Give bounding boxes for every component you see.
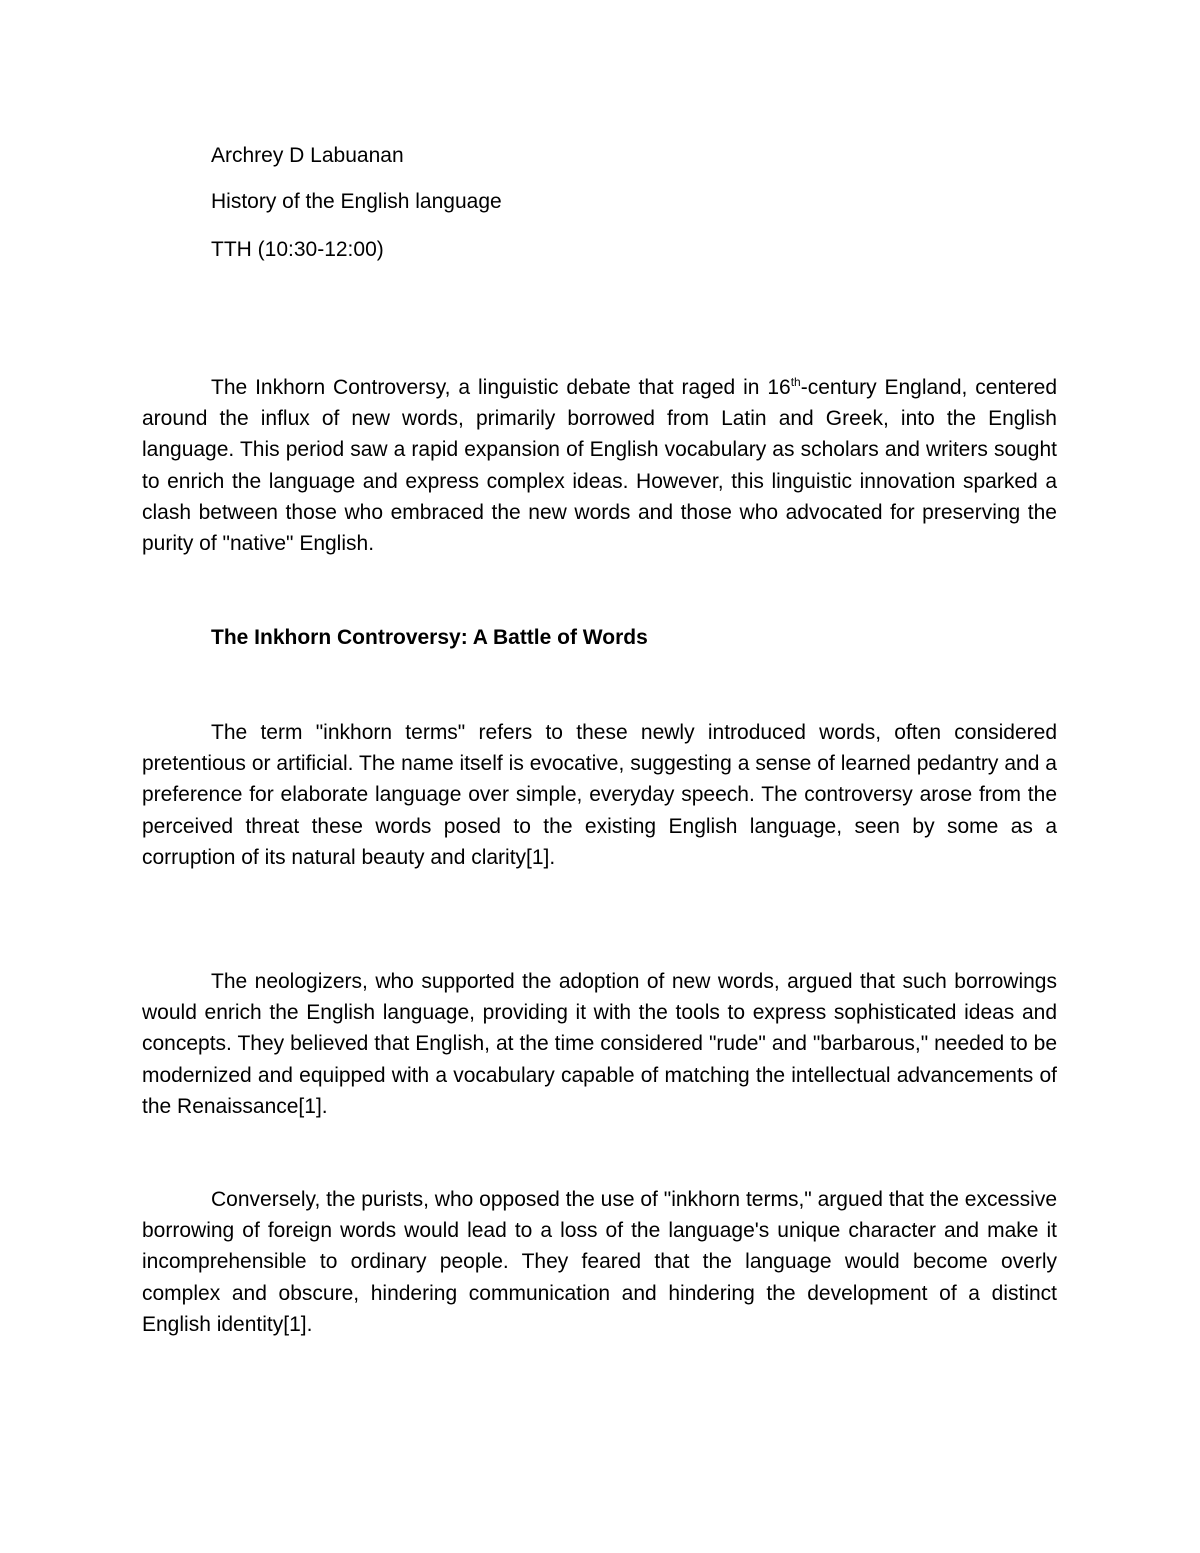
class-schedule: TTH (10:30-12:00) [211,238,384,261]
course-title: History of the English language [211,190,502,213]
intro-text-start: The Inkhorn Controversy, a linguistic debate that raged in 16 [211,376,791,399]
intro-paragraph [142,372,1057,559]
body-paragraph-3: Conversely, the purists, who opposed the use of "inkhorn terms," argued that the excessive borrowing of foreign words would lead to a loss of the language's unique character and make it incomprehensible to ordinary people. They feared that the language would become overly complex and obscure, hindering communication and hindering the development of a distinct English identity[1]. [142,1188,1057,1336]
intro-text-end: -century England, centered around the influx of new words, primarily borrowed from Latin and Greek, into the English language. This period saw a rapid expansion of English vocabulary as scholars and writers sought to enrich the language and express complex ideas. However, this linguistic innovation sparked a clash between those who embraced the new words and those who advocated for preserving the purity of "native" English. [142,376,1058,556]
body-paragraph-2: The neologizers, who supported the adoption of new words, argued that such borrowings would enrich the English language, providing it with the tools to express sophisticated ideas and concepts. They believed that English, at the time considered "rude" and "barbarous," needed to be modernized and equipped with a vocabulary capable of matching the intellectual advancements of the Renaissance[1]. [142,970,1057,1118]
body-paragraph-1: The term "inkhorn terms" refers to these newly introduced words, often considered pretentious or artificial. The name itself is evocative, suggesting a sense of learned pedantry and a preference for elaborate language over simple, everyday speech. The controversy arose from the perceived threat these words posed to the existing English language, seen by some as a corruption of its natural beauty and clarity[1]. [142,721,1057,869]
ordinal-superscript: th [790,375,801,389]
author-name: Archrey D Labuanan [211,144,404,167]
section-heading: The Inkhorn Controversy: A Battle of Words [211,626,648,649]
